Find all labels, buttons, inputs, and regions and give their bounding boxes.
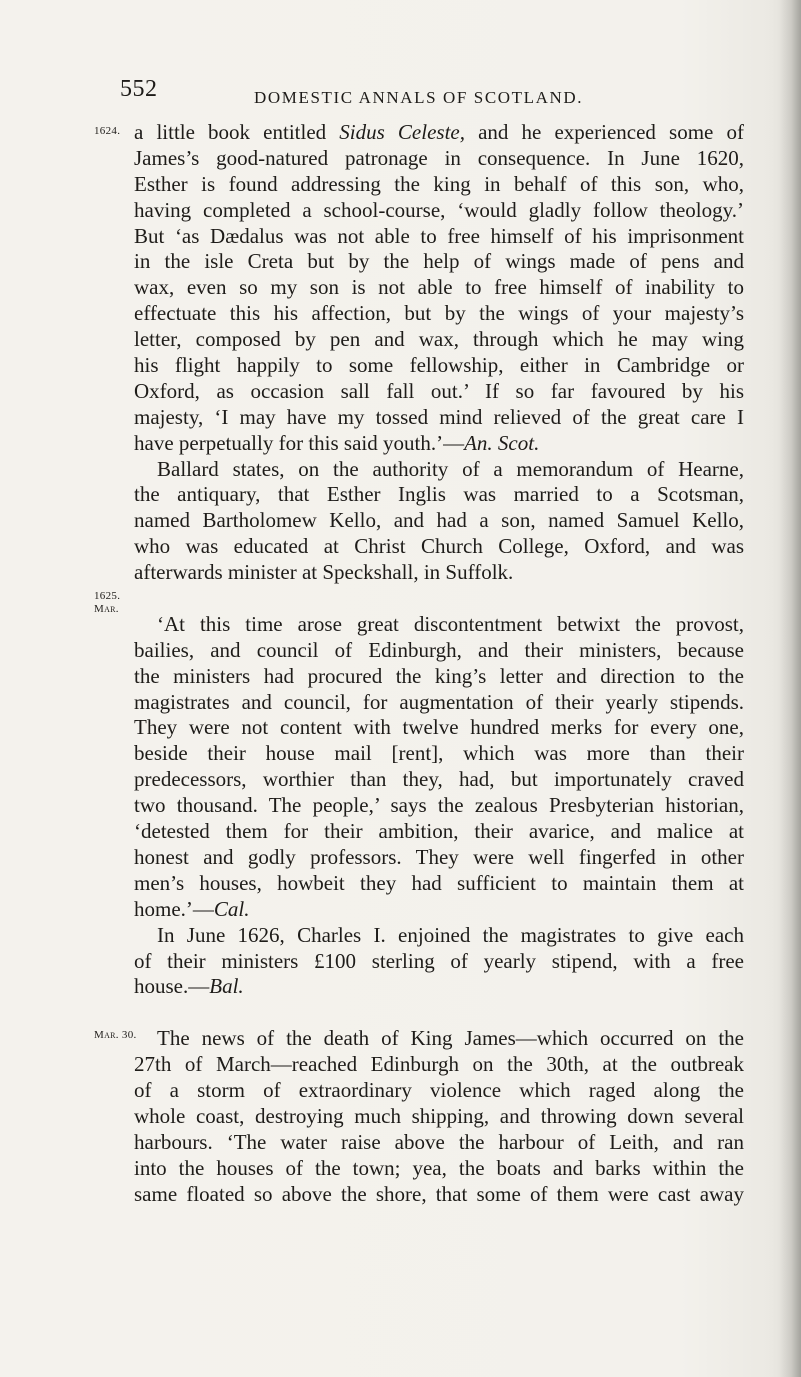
page-number: 552 [120,76,158,102]
running-head: DOMESTIC ANNALS OF SCOTLAND. [254,88,584,107]
body-text [134,120,744,1207]
text-line: a little book entitled Sidus Celeste, and he experienced some of [134,120,744,144]
text-line: ‘detested them for their ambition, their avarice, and malice at [134,819,744,844]
text-line: named Bartholomew Kello, and had a son, named Samuel Kello, [134,508,744,533]
text-line: have perpetually for this said youth.’—An. Scot. [134,430,540,455]
text-line: of a storm of extraordinary violence which raged along the [134,1077,744,1102]
text-line: two thousand. The people,’ says the zealous Presbyterian historian, [134,793,744,818]
text-line: his flight happily to some fellowship, either in Cambridge or [134,353,744,378]
text-line: of their ministers £100 sterling of yearly stipend, with a free [134,948,744,973]
text-line: Oxford, as occasion sall fall out.’ If so far favoured by his [134,378,744,403]
text-line: same floated so above the shore, that some of them were cast away [134,1181,744,1206]
text-line: the ministers had procured the king’s letter and direction to the [134,663,744,688]
text-line: harbours. ‘The water raise above the harbour of Leith, and ran [134,1129,744,1154]
text-line: afterwards minister at Speckshall, in Suffolk. [134,560,514,585]
text-line: magistrates and council, for augmentation of their yearly stipends. [134,689,744,714]
page-header [0,76,801,110]
text-line: predecessors, worthier than they, had, but importunately craved [134,767,744,792]
margin-note-mar-30: Mar. 30. [94,1029,137,1041]
paragraph-gap [134,1000,744,1026]
text-line: whole coast, destroying much shipping, and throwing down several [134,1103,744,1128]
text-line: Esther is found addressing the king in behalf of this son, who, [134,171,744,196]
text-line: But ‘as Dædalus was not able to free himself of his imprisonment [134,223,744,248]
text-line: bailies, and council of Edinburgh, and their ministers, because [134,637,744,662]
text-line: the antiquary, that Esther Inglis was married to a Scotsman, [134,482,744,507]
text-line: 27th of March—reached Edinburgh on the 30th, at the outbreak [134,1052,744,1077]
text-line: having completed a school-course, ‘would gladly follow theology.’ [134,197,744,222]
text-line: They were not content with twelve hundred merks for every one, [134,715,744,740]
text-line: Ballard states, on the authority of a memorandum of Hearne, [157,456,744,481]
margin-note-mar: Mar. [94,603,119,615]
text-line: James’s good-natured patronage in consequence. In June 1620, [134,145,744,170]
text-line: In June 1626, Charles I. enjoined the magistrates to give each [157,922,744,947]
text-line: The news of the death of King James—which occurred on the [157,1026,744,1051]
text-line: who was educated at Christ Church College, Oxford, and was [134,534,744,559]
margin-note-year-1625: 1625. [94,590,121,602]
text-line: beside their house mail [rent], which was more than their [134,741,744,766]
paragraph-gap [134,586,744,612]
text-line: ‘At this time arose great discontentment betwixt the provost, [157,611,744,636]
text-line: house.—Bal. [134,974,244,999]
text-line: in the isle Creta but by the help of wings made of pens and [134,249,744,274]
text-line: majesty, ‘I may have my tossed mind relieved of the great care I [134,404,744,429]
text-line: wax, even so my son is not able to free himself of inability to [134,275,744,300]
text-line: effectuate this his affection, but by the wings of your majesty’s [134,301,744,326]
text-line: into the houses of the town; yea, the boats and barks within the [134,1155,744,1180]
text-line: home.’—Cal. [134,896,250,921]
text-line: letter, composed by pen and wax, through which he may wing [134,327,744,352]
text-line: honest and godly professors. They were well fingerfed in other [134,844,744,869]
page-edge-shadow [779,0,801,1377]
margin-note-year-1624: 1624. [94,125,121,137]
text-line: men’s houses, howbeit they had sufficient to maintain them at [134,870,744,895]
